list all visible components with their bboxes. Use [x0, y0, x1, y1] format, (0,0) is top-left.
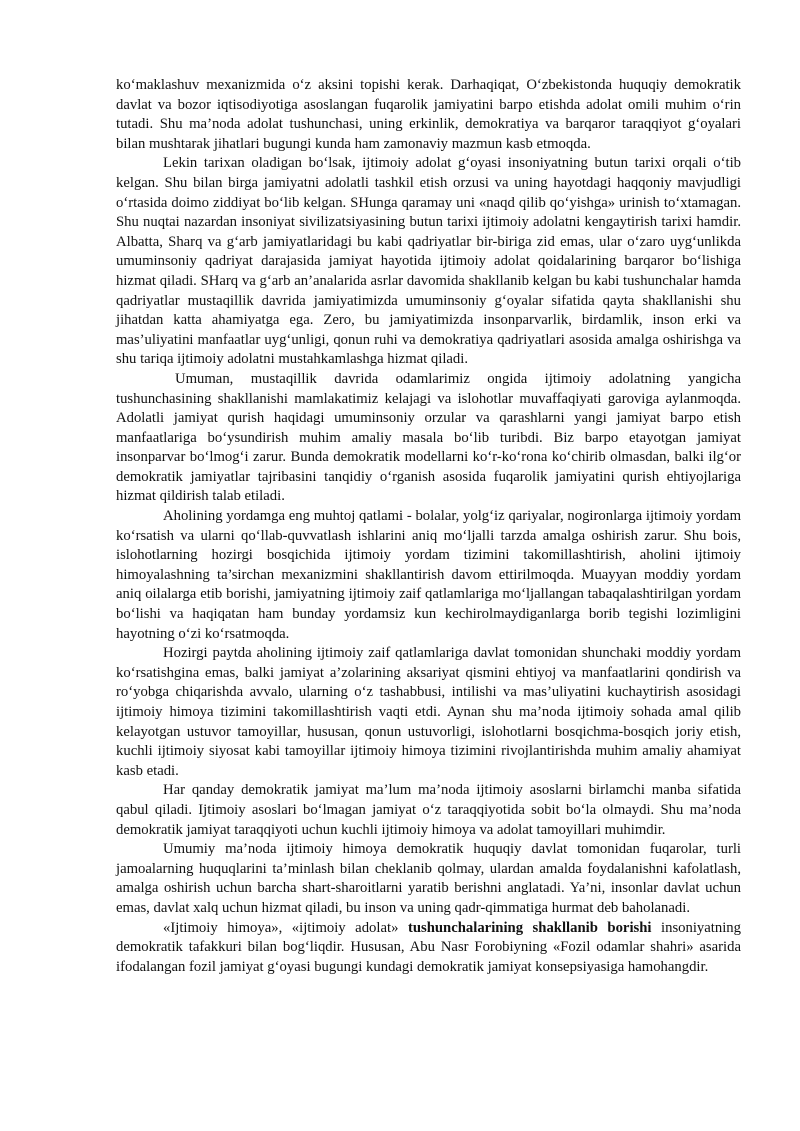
paragraph-8-bold: tushunchalarining shakllanib borishi: [407, 919, 652, 936]
paragraph-2: Lekin tarixan oladigan bo‘lsak, ijtimoiy adolat g‘oyasi insoniyatning butun tarixi orqali o‘tib kelgan. Shu bilan birga jamiyatni adolatli tashkil etish orzusi va uning hayotdagi haqqoniy mavjudligi o‘rtasida doimo ziddiyat bo‘lib kelgan. SHunga qaramay uni «naqd qilib qo‘yishga» urinish to‘xtamagan. Shu nuqtai nazardan insoniyat sivilizatsiyasining butun tarixi ijtimoiy adolatni kengaytirish tarixi hamdir. Albatta, Sharq va g‘arb jamiyatlaridagi bu kabi qadriyatlar bir-biriga zid emas, ular o‘zaro uyg‘unlikda umuminsoniy qadriyat darajasida jamiyat hayotida ijtimoiy adolat qoidalarining barqaror bo‘lishiga hizmat qiladi. SHarq va g‘arb an’analarida asrlar davomida shakllanib kelgan bu kabi tushunchalar hamda qadriyatlar mustaqillik davrida jamiyatimizda umuminsoniy g‘oyalar sifatida qayta shakllanishi shu jihatdan katta ahamiyatga ega. Zero, bu jamiyatimizda insonparvarlik, birdamlik, inson erki va mas’uliyatini manfaatlar uyg‘unligi, qonun ruhi va demokratiya qadriyatlari asosida amalga oshirishga va shu tariqa ijtimoiy adolatni mustahkamlashga hizmat qiladi.: [116, 155, 741, 368]
paragraph-6: Har qanday demokratik jamiyat ma’lum ma’noda ijtimoiy asoslarni birlamchi manba sifatida qabul qiladi. Ijtimoiy asoslari bo‘lmagan jamiyat o‘z taraqqiyotida sobit bo‘la olmaydi. Shu ma’noda demokratik jamiyat taraqqiyoti uchun kuchli ijtimoiy himoya va adolat tamoyillari muhimdir.: [116, 782, 741, 838]
paragraph-8-start: «Ijtimoiy himoya», «ijtimoiy adolat»: [163, 919, 408, 936]
paragraph-7: Umumiy ma’noda ijtimoiy himoya demokratik huquqiy davlat tomonidan fuqarolar, turli jamoalarning huquqlarini ta’minlash bilan cheklanib qolmay, ulardan amalda foydalanishni kafolatlash, amalga oshirish uchun barcha shart-sharoitlarni yaratib berishni anglatadi. Ya’ni, insonlar davlat uchun emas, davlat xalq uchun hizmat qiladi, bu inson va uning qadr-qimmatiga hurmat deb baholanadi.: [116, 841, 741, 916]
paragraph-1: ko‘maklashuv mexanizmida o‘z aksini topishi kerak. Darhaqiqat, O‘zbekistonda huquqiy demokratik davlat va bozor iqtisodiyotiga asoslangan fuqarolik jamiyatini barpo etishda adolat omili muhim o‘rin tutadi. Shu ma’noda adolat tushunchasi, uning erkinlik, demokratiya va barqaror taraqqiyot g‘oyalari bilan mushtarak jihatlari bugungi kunda ham zamonaviy mazmun kasb etmoqda.: [116, 77, 741, 152]
paragraph-4: Aholining yordamga eng muhtoj qatlami - bolalar, yolg‘iz qariyalar, nogironlarga ijtimoiy yordam ko‘rsatish va ularni qo‘llab-quvvatlash ishlarini aniq mo‘ljalli tarzda amalga oshirish zarur. Shu bois, islohotlarning hozirgi bosqichida ijtimoiy yordam tizimini takomillashtirish, aholini ijtimoiy himoyalashning ta’sirchan mexanizmini shakllantirish davom ettirilmoqda. Muayyan moddiy yordam aniq oilalarga etib borishi, jamiyatning ijtimoiy zaif qatlamlariga mo‘ljallangan tabaqalashtirilgan yordam bo‘lishi va haqiqatan ham bunday yordamsiz kun kechirolmaydiganlarga borib tegishi lozimligini hayotning o‘zi ko‘rsatmoqda.: [116, 508, 741, 642]
document-page: [116, 76, 741, 977]
paragraph-8-end: insoniyatning demokratik tafakkuri bilan bog‘liqdir. Hususan, Abu Nasr Forobiyning «Fozil odamlar shahri» asarida ifodalangan fozil jamiyat g‘oyasi bugungi kundagi demokratik jamiyat konsepsiyasiga hamohangdir.: [116, 919, 741, 975]
paragraph-3: Umuman, mustaqillik davrida odamlarimiz ongida ijtimoiy adolatning yangicha tushunchasining shakllanishi mamlakatimiz kelajagi va islohotlar muvaffaqiyati garoviga aylanmoqda. Adolatli jamiyat qurish haqidagi umuminsoniy orzular va qarashlarni yangi jamiyat barpo etish manfaatlariga bo‘ysundirish muhim amaliy masala bo‘lib turibdi. Biz barpo etayotgan jamiyat insonparvar bo‘lmog‘i zarur. Bunda demokratik modellarni ko‘r-ko‘rona ko‘chirib olmasdan, balki ilg‘or demokratik jamiyatlar tajribasini tanqidiy o‘rganish asosida fuqarolik jamiyatini qurish ehtiyojlariga hizmat qildirish talab etiladi.: [116, 370, 741, 505]
paragraph-8: [116, 919, 741, 978]
paragraph-5: Hozirgi paytda aholining ijtimoiy zaif qatlamlariga davlat tomonidan shunchaki moddiy yordam ko‘rsatishgina emas, balki jamiyat a’zolarining aksariyat qismini ehtiyoj va manfaatlarini qondirish va ro‘yobga chiqarishda avvalo, ularning o‘z tashabbusi, intilishi va mas’uliyatini kuchaytirish asosidagi ijtimoiy himoya tizimini takomillashtirish vaqti etdi. Aynan shu ma’noda ijtimoiy sohada amal qilib kelayotgan ustuvor tamoyillar, hususan, qonun ustuvorligi, islohotlarni bosqichma-bosqich joriy etish, kuchli ijtimoiy siyosat kabi tamoyillar ijtimoiy himoya tizimini rivojlantirishda muhim amaliy ahamiyat kasb etadi.: [116, 645, 741, 779]
